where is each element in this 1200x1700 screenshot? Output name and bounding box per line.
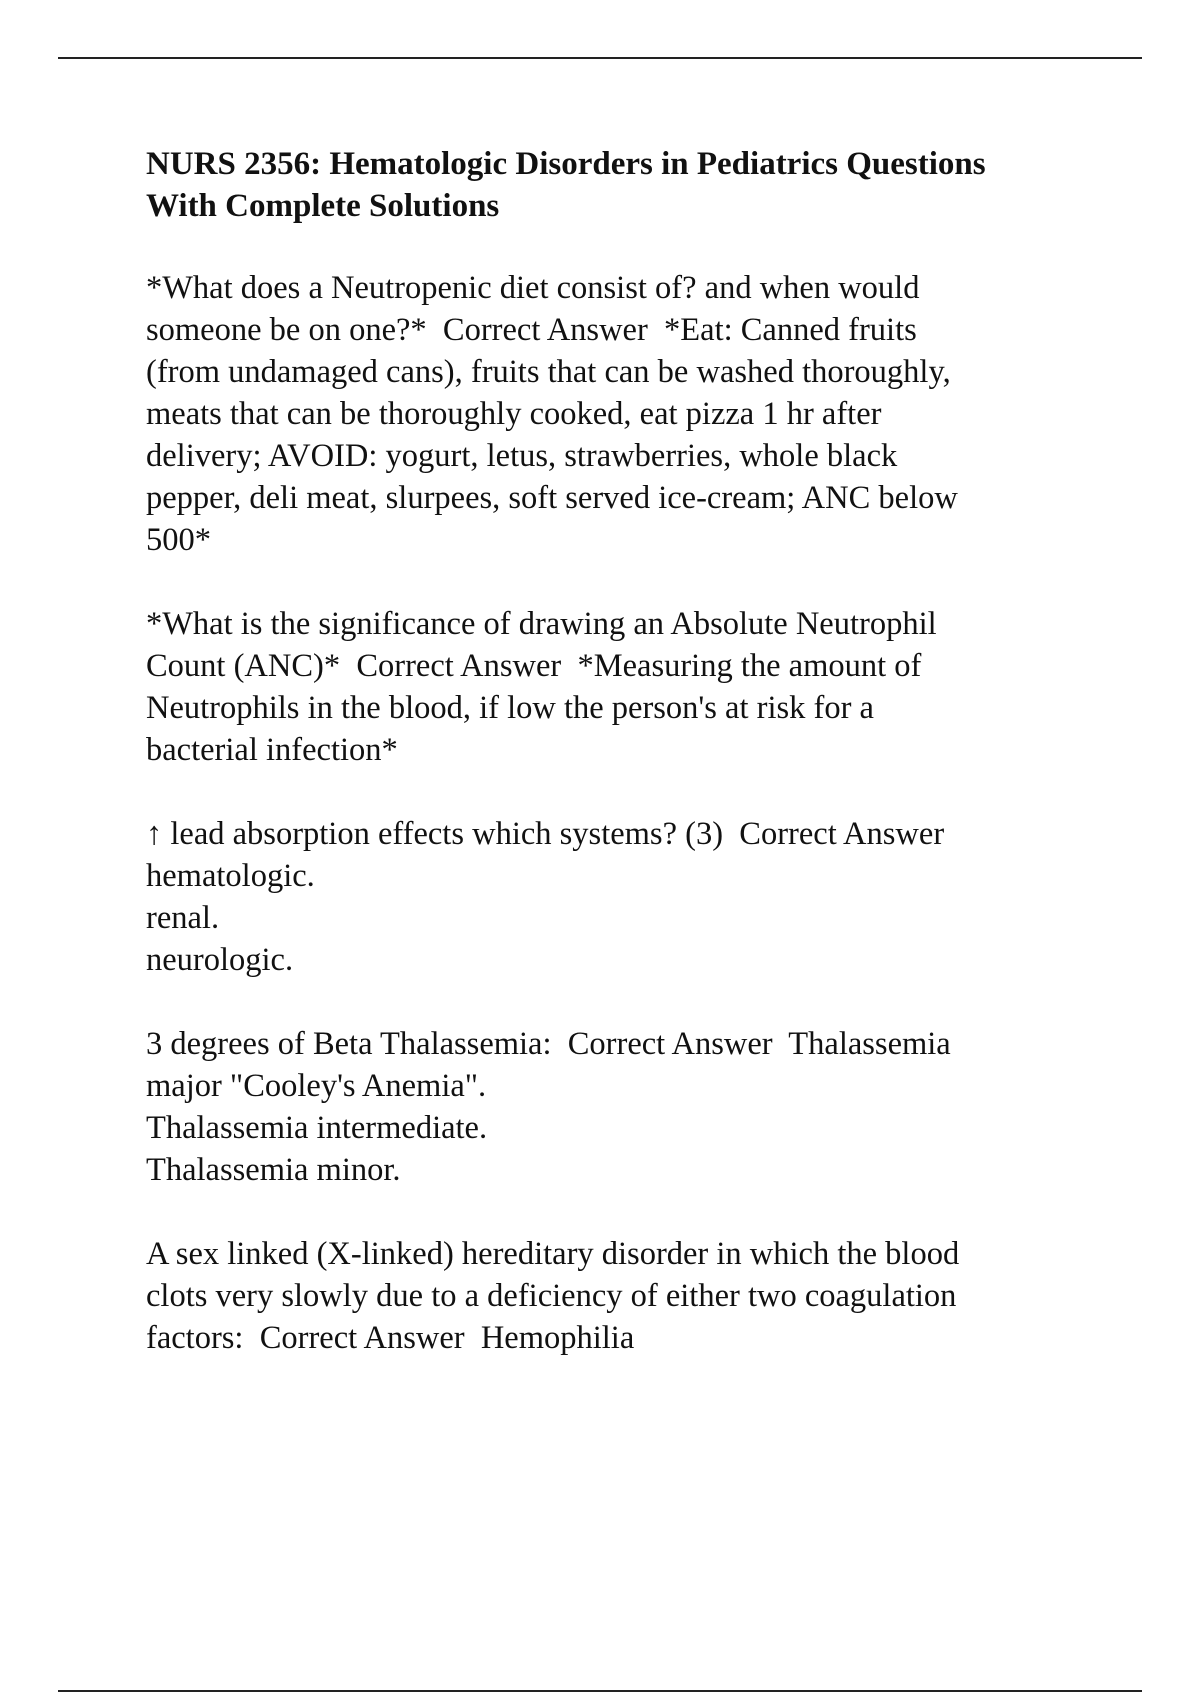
qa-block-lead-absorption [146,813,1096,981]
qa-line: *What does a Neutropenic diet consist of? and when would [146,270,920,306]
qa-block-neutropenic-diet [146,267,1096,561]
qa-block-beta-thalassemia [146,1023,1096,1191]
qa-line: renal. [146,900,220,936]
qa-line: A sex linked (X-linked) hereditary disorder in which the blood [146,1236,960,1272]
top-divider [58,57,1142,59]
qa-line: pepper, deli meat, slurpees, soft served ice-cream; ANC below [146,480,958,516]
qa-line: hematologic. [146,858,315,894]
qa-line: meats that can be thoroughly cooked, eat pizza 1 hr after [146,396,882,432]
qa-line: delivery; AVOID: yogurt, letus, strawberries, whole black [146,438,898,474]
document-title [146,143,1096,227]
qa-line: Thalassemia minor. [146,1152,401,1188]
title-line: With Complete Solutions [146,188,500,224]
bottom-divider [58,1690,1142,1692]
qa-line: Thalassemia intermediate. [146,1110,488,1146]
qa-block-hemophilia [146,1233,1096,1359]
qa-line: (from undamaged cans), fruits that can be washed thoroughly, [146,354,951,390]
qa-line: Count (ANC)* Correct Answer *Measuring the amount of [146,648,922,684]
qa-line: bacterial infection* [146,732,398,768]
title-line: NURS 2356: Hematologic Disorders in Pediatrics Questions [146,146,986,182]
qa-line: clots very slowly due to a deficiency of either two coagulation [146,1278,957,1314]
qa-block-anc [146,603,1096,771]
qa-line: factors: Correct Answer Hemophilia [146,1320,635,1356]
qa-line: ↑ lead absorption effects which systems? (3) Correct Answer [146,816,945,852]
qa-line: someone be on one?* Correct Answer *Eat: Canned fruits [146,312,917,348]
qa-line: 500* [146,522,211,558]
qa-line: *What is the significance of drawing an Absolute Neutrophil [146,606,937,642]
qa-line: 3 degrees of Beta Thalassemia: Correct Answer Thalassemia [146,1026,951,1062]
document-body [146,143,1096,1401]
qa-line: neurologic. [146,942,294,978]
qa-line: Neutrophils in the blood, if low the person's at risk for a [146,690,874,726]
qa-line: major "Cooley's Anemia". [146,1068,487,1104]
